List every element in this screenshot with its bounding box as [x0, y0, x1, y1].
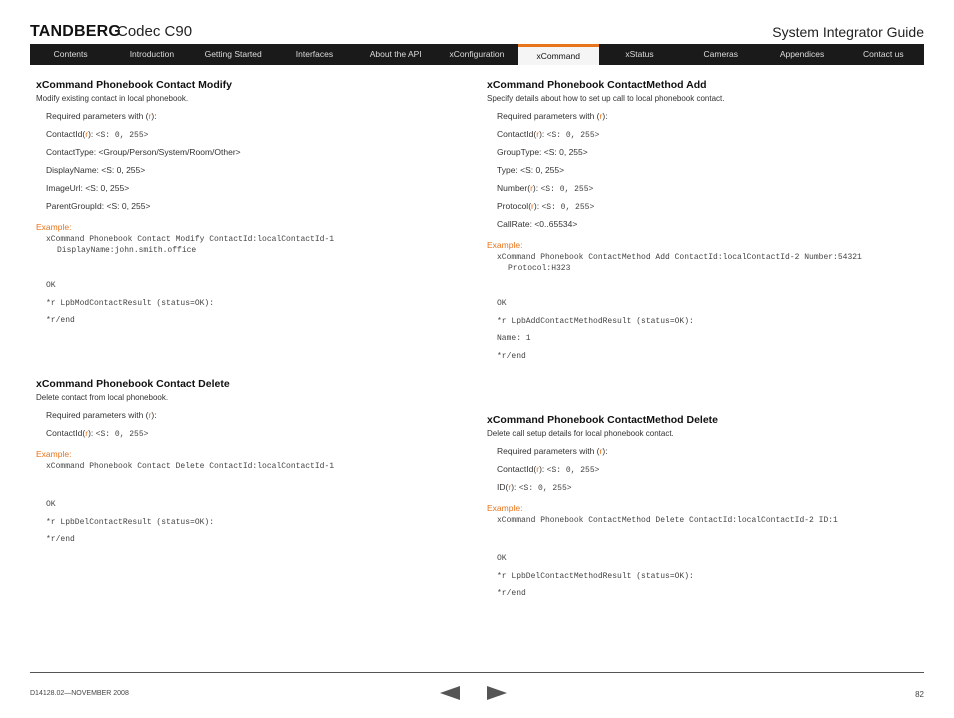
nav-xstatus[interactable]: xStatus [625, 49, 654, 59]
code-line: xCommand Phonebook ContactMethod Delete ContactId:localContactId-2 ID:1 [497, 516, 838, 525]
nav-introduction[interactable]: Introduction [129, 49, 175, 59]
result-line: *r LpbModContactResult (status=OK): [46, 298, 215, 308]
param-callrate: CallRate: <0..65534> [497, 219, 578, 229]
param-grouptype: GroupType: <S: 0, 255> [497, 147, 588, 157]
previous-page-icon[interactable] [440, 686, 460, 700]
section-description: Delete call setup details for local phonebook contact. [487, 429, 674, 438]
nav-xcommand[interactable]: xCommand [518, 44, 599, 65]
example-label: Example: [36, 222, 72, 232]
page-navigation [440, 686, 510, 702]
nav-interfaces[interactable]: Interfaces [295, 49, 334, 59]
result-line: OK [497, 299, 507, 308]
result-line: *r/end [497, 589, 526, 598]
param-parentgroupid: ParentGroupId: <S: 0, 255> [46, 201, 151, 211]
section-contact-delete [36, 377, 456, 552]
section-description: Specify details about how to set up call to local phonebook contact. [487, 94, 725, 103]
brand-logo: TANDBERG [30, 23, 122, 40]
section-title: xCommand Phonebook ContactMethod Delete [487, 414, 719, 426]
required-note: Required parameters with (r): [497, 111, 608, 121]
param-contactid: ContactId(r): <S: 0, 255> [46, 129, 149, 140]
example-code [36, 234, 456, 333]
nav-contents[interactable]: Contents [53, 49, 88, 59]
code-line: xCommand Phonebook ContactMethod Add ContactId:localContactId-2 Number:54321 [497, 253, 862, 262]
code-line: DisplayName:john.smith.office [57, 246, 197, 255]
result-line: *r LpbAddContactMethodResult (status=OK): [497, 316, 694, 326]
param-imageurl: ImageUrl: <S: 0, 255> [46, 183, 130, 193]
section-title: xCommand Phonebook Contact Modify [36, 79, 233, 91]
nav-appendices[interactable]: Appendices [779, 49, 825, 59]
param-displayname: DisplayName: <S: 0, 255> [46, 165, 146, 175]
document-id: D14128.02—NOVEMBER 2008 [30, 690, 129, 697]
param-type: Type: <S: 0, 255> [497, 165, 565, 175]
param-id: ID(r): <S: 0, 255> [497, 482, 572, 493]
example-code [487, 252, 907, 368]
required-note: Required parameters with (r): [46, 111, 157, 121]
nav-getting-started[interactable]: Getting Started [204, 49, 262, 59]
result-line: *r LpbDelContactResult (status=OK): [46, 517, 215, 527]
section-description: Modify existing contact in local phonebook. [36, 94, 189, 103]
top-navigation [30, 44, 924, 65]
result-line: *r/end [46, 535, 75, 544]
result-line: OK [497, 554, 507, 563]
result-line: *r LpbDelContactMethodResult (status=OK): [497, 571, 694, 581]
example-label: Example: [487, 240, 523, 250]
section-contact-modify [36, 78, 456, 333]
code-line: xCommand Phonebook Contact Modify ContactId:localContactId-1 [46, 235, 335, 244]
code-line: Protocol:H323 [508, 264, 571, 273]
result-line: OK [46, 500, 56, 509]
required-note: Required parameters with (r): [46, 410, 157, 420]
result-line: *r/end [46, 316, 75, 325]
page-header [30, 22, 924, 44]
result-line: OK [46, 281, 56, 290]
section-contactmethod-add [487, 78, 907, 368]
example-label: Example: [36, 449, 72, 459]
result-line: Name: 1 [497, 334, 531, 343]
section-title: xCommand Phonebook ContactMethod Add [487, 79, 707, 91]
code-line: xCommand Phonebook Contact Delete ContactId:localContactId-1 [46, 462, 335, 471]
nav-about-the-api[interactable]: About the API [369, 49, 422, 59]
required-note: Required parameters with (r): [497, 446, 608, 456]
guide-title: System Integrator Guide [772, 24, 924, 40]
param-contactid: ContactId(r): <S: 0, 255> [46, 428, 149, 439]
param-contacttype: ContactType: <Group/Person/System/Room/Other> [46, 147, 241, 157]
param-number: Number(r): <S: 0, 255> [497, 183, 594, 194]
next-page-icon[interactable] [487, 686, 507, 700]
section-title: xCommand Phonebook Contact Delete [36, 378, 230, 390]
nav-contact-us[interactable]: Contact us [862, 49, 904, 59]
section-contactmethod-delete [487, 413, 907, 606]
nav-xconfiguration[interactable]: xConfiguration [449, 49, 505, 59]
footer-divider [30, 672, 924, 673]
nav-cameras[interactable]: Cameras [703, 49, 738, 59]
example-code [487, 515, 907, 606]
result-line: *r/end [497, 351, 526, 361]
param-protocol: Protocol(r): <S: 0, 255> [497, 201, 595, 212]
product-name: Codec C90 [117, 23, 193, 40]
section-description: Delete contact from local phonebook. [36, 393, 169, 402]
example-code [36, 461, 456, 552]
param-contactid: ContactId(r): <S: 0, 255> [497, 464, 600, 475]
example-label: Example: [487, 503, 523, 513]
param-contactid: ContactId(r): <S: 0, 255> [497, 129, 600, 140]
page-number: 82 [915, 690, 924, 699]
